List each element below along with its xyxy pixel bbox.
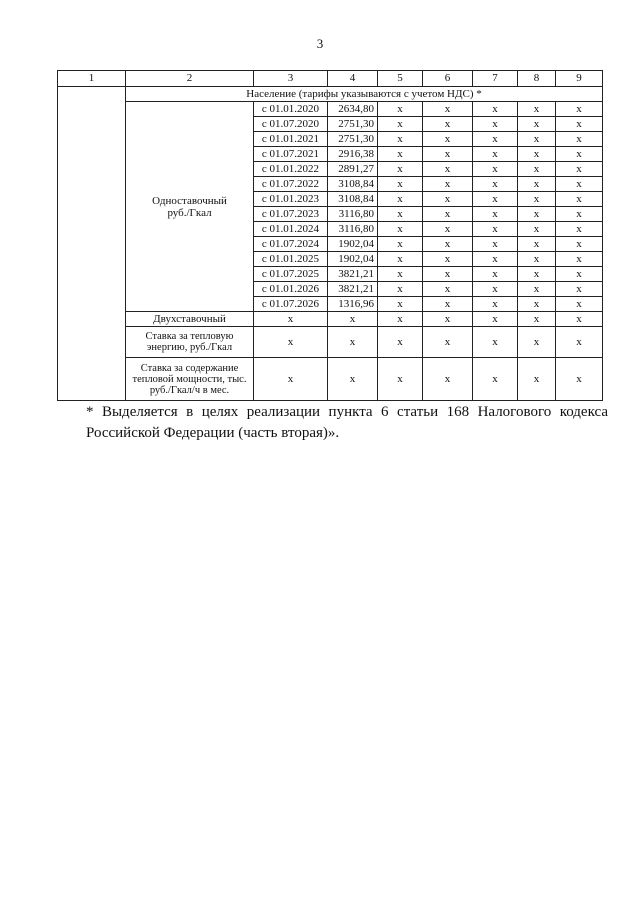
x-cell: х [473, 312, 518, 327]
x-cell: х [378, 297, 423, 312]
column-header: 6 [423, 71, 473, 87]
two-rate-row [58, 312, 603, 327]
date-cell: с 01.01.2020 [254, 102, 328, 117]
column-header: 7 [473, 71, 518, 87]
x-cell: х [473, 147, 518, 162]
table-row [58, 102, 603, 117]
x-cell: х [378, 327, 423, 358]
x-cell: х [556, 267, 603, 282]
x-cell: х [473, 117, 518, 132]
x-cell: х [473, 267, 518, 282]
column-header: 4 [328, 71, 378, 87]
date-cell: с 01.01.2026 [254, 282, 328, 297]
x-cell: х [518, 267, 556, 282]
x-cell: х [556, 177, 603, 192]
x-cell: х [378, 282, 423, 297]
x-cell: х [556, 358, 603, 401]
page-number: 3 [316, 36, 324, 51]
two-rate-label: Двухставочный [126, 312, 254, 327]
value-cell: 1316,96 [328, 297, 378, 312]
x-cell: х [473, 282, 518, 297]
x-cell: х [378, 312, 423, 327]
x-cell: х [423, 222, 473, 237]
date-cell: с 01.01.2023 [254, 192, 328, 207]
x-cell: х [423, 312, 473, 327]
single-rate-name: Одноставочный [152, 194, 227, 207]
x-cell: х [254, 358, 328, 401]
x-cell: х [423, 207, 473, 222]
x-cell: х [328, 358, 378, 401]
x-cell: х [473, 237, 518, 252]
x-cell: х [556, 207, 603, 222]
x-cell: х [423, 297, 473, 312]
x-cell: х [473, 102, 518, 117]
x-cell: х [518, 147, 556, 162]
value-cell: 2916,38 [328, 147, 378, 162]
tariff-table [57, 70, 603, 401]
x-cell: х [378, 132, 423, 147]
x-cell: х [423, 117, 473, 132]
value-cell: 2891,27 [328, 162, 378, 177]
x-cell: х [378, 222, 423, 237]
capacity-rate-label: Ставка за содержание тепловой мощности, тыс. руб./Гкал/ч в мес. [126, 358, 254, 401]
x-cell: х [556, 312, 603, 327]
x-cell: х [556, 132, 603, 147]
x-cell: х [518, 312, 556, 327]
x-cell: х [556, 222, 603, 237]
x-cell: х [328, 312, 378, 327]
x-cell: х [423, 327, 473, 358]
x-cell: х [518, 327, 556, 358]
date-cell: с 01.07.2024 [254, 237, 328, 252]
x-cell: х [423, 102, 473, 117]
value-cell: 2751,30 [328, 132, 378, 147]
x-cell: х [518, 192, 556, 207]
x-cell: х [423, 132, 473, 147]
date-cell: с 01.07.2020 [254, 117, 328, 132]
x-cell: х [473, 162, 518, 177]
table-header-row [58, 71, 603, 87]
x-cell: х [378, 237, 423, 252]
column-header: 2 [126, 71, 254, 87]
x-cell: х [328, 327, 378, 358]
x-cell: х [473, 297, 518, 312]
x-cell: х [378, 177, 423, 192]
section-title-row [58, 87, 603, 102]
column-header: 3 [254, 71, 328, 87]
x-cell: х [556, 252, 603, 267]
x-cell: х [378, 267, 423, 282]
x-cell: х [556, 102, 603, 117]
single-rate-label [126, 102, 254, 312]
x-cell: х [378, 358, 423, 401]
x-cell: х [378, 102, 423, 117]
value-cell: 2634,80 [328, 102, 378, 117]
section-title: Население (тарифы указываются с учетом НДС) * [126, 87, 603, 102]
x-cell: х [423, 147, 473, 162]
x-cell: х [518, 177, 556, 192]
date-cell: с 01.07.2026 [254, 297, 328, 312]
value-cell: 3108,84 [328, 192, 378, 207]
x-cell: х [556, 162, 603, 177]
date-cell: с 01.07.2021 [254, 147, 328, 162]
x-cell: х [423, 358, 473, 401]
x-cell: х [518, 162, 556, 177]
column-header: 8 [518, 71, 556, 87]
value-cell: 1902,04 [328, 252, 378, 267]
value-cell: 3821,21 [328, 282, 378, 297]
date-cell: с 01.07.2023 [254, 207, 328, 222]
value-cell: 3108,84 [328, 177, 378, 192]
x-cell: х [473, 192, 518, 207]
date-cell: с 01.07.2025 [254, 267, 328, 282]
date-cell: с 01.01.2021 [254, 132, 328, 147]
value-cell: 3821,21 [328, 267, 378, 282]
x-cell: х [518, 297, 556, 312]
single-rate-unit: руб./Гкал [167, 206, 212, 219]
x-cell: х [473, 177, 518, 192]
x-cell: х [473, 358, 518, 401]
date-cell: с 01.01.2024 [254, 222, 328, 237]
x-cell: х [518, 102, 556, 117]
x-cell: х [473, 207, 518, 222]
x-cell: х [254, 312, 328, 327]
x-cell: х [556, 327, 603, 358]
energy-rate-label: Ставка за тепловую энергию, руб./Гкал [126, 327, 254, 358]
x-cell: х [423, 162, 473, 177]
column-header: 9 [556, 71, 603, 87]
x-cell: х [518, 207, 556, 222]
x-cell: х [556, 282, 603, 297]
x-cell: х [423, 282, 473, 297]
x-cell: х [423, 237, 473, 252]
x-cell: х [556, 237, 603, 252]
x-cell: х [518, 237, 556, 252]
column-header: 1 [58, 71, 126, 87]
x-cell: х [473, 252, 518, 267]
date-cell: с 01.01.2025 [254, 252, 328, 267]
x-cell: х [423, 252, 473, 267]
capacity-rate-row [58, 358, 603, 401]
x-cell: х [254, 327, 328, 358]
column-header: 5 [378, 71, 423, 87]
x-cell: х [378, 162, 423, 177]
value-cell: 3116,80 [328, 207, 378, 222]
date-cell: с 01.01.2022 [254, 162, 328, 177]
blank-merged-cell [58, 87, 126, 401]
x-cell: х [473, 222, 518, 237]
value-cell: 3116,80 [328, 222, 378, 237]
x-cell: х [378, 192, 423, 207]
value-cell: 1902,04 [328, 237, 378, 252]
x-cell: х [556, 117, 603, 132]
value-cell: 2751,30 [328, 117, 378, 132]
x-cell: х [556, 297, 603, 312]
x-cell: х [423, 267, 473, 282]
footnote: * Выделяется в целях реализации пункта 6 статьи 168 Налогового кодекса Российской Федерации (часть вторая)». [86, 404, 608, 441]
x-cell: х [473, 132, 518, 147]
x-cell: х [423, 192, 473, 207]
x-cell: х [518, 358, 556, 401]
date-cell: с 01.07.2022 [254, 177, 328, 192]
x-cell: х [378, 252, 423, 267]
x-cell: х [518, 132, 556, 147]
x-cell: х [423, 177, 473, 192]
x-cell: х [473, 327, 518, 358]
x-cell: х [556, 147, 603, 162]
x-cell: х [518, 282, 556, 297]
x-cell: х [518, 252, 556, 267]
x-cell: х [556, 192, 603, 207]
x-cell: х [378, 147, 423, 162]
x-cell: х [518, 117, 556, 132]
x-cell: х [378, 117, 423, 132]
x-cell: х [378, 207, 423, 222]
x-cell: х [518, 222, 556, 237]
energy-rate-row [58, 327, 603, 358]
